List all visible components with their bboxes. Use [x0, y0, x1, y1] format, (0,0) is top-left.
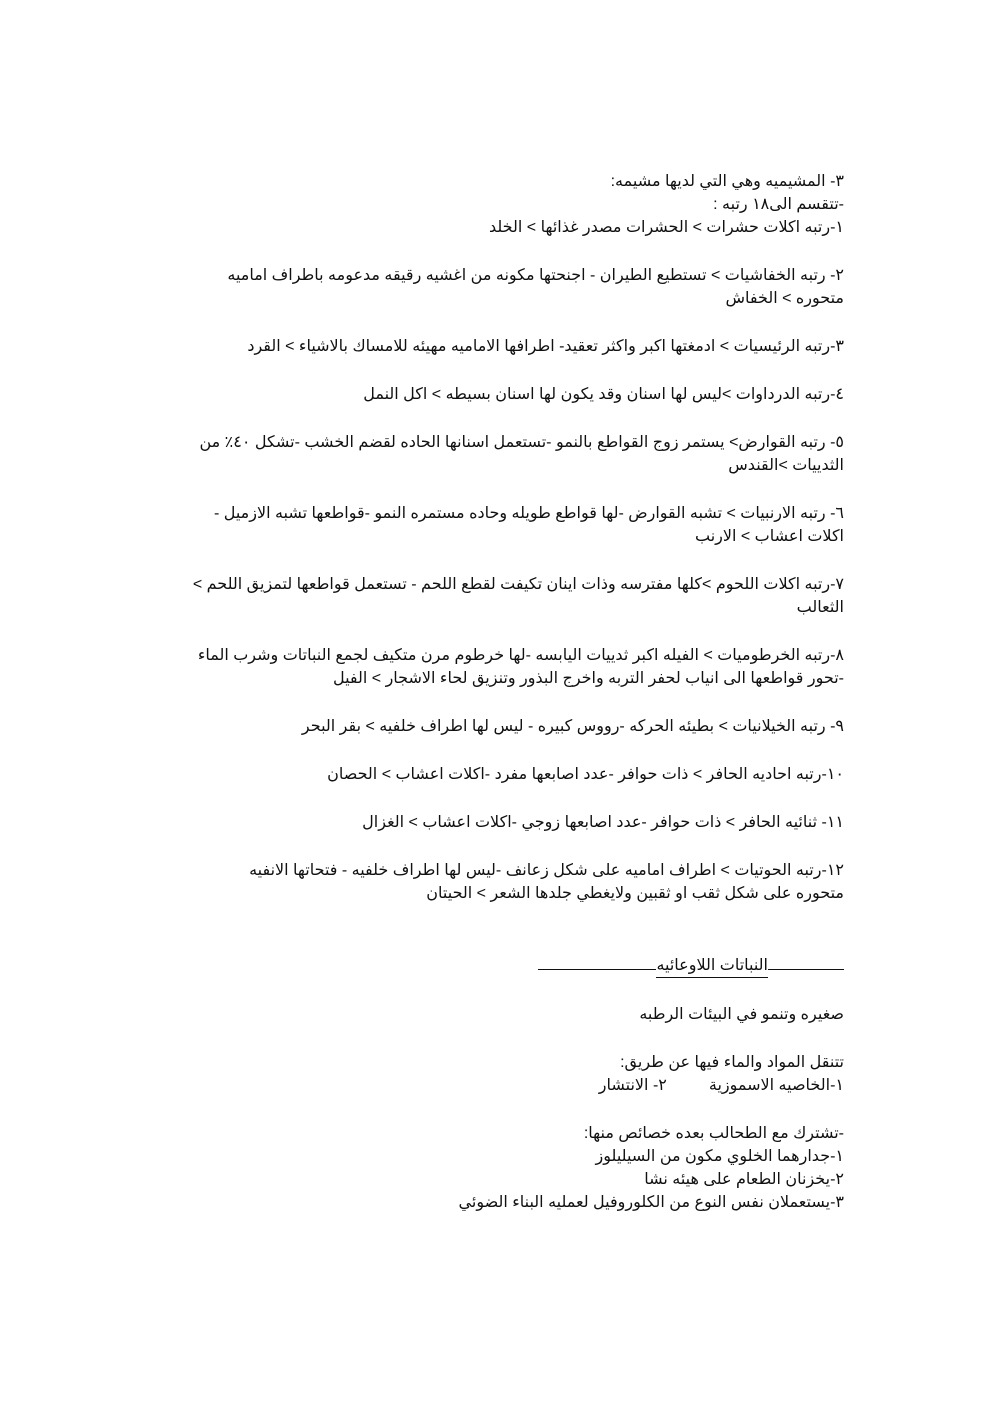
order-10-odd-toed	[150, 763, 844, 786]
placental-mammals-title: ٣- المشيميه وهي التي لديها مشيمه:	[610, 173, 844, 190]
order-2-line-1: ٢- رتبه الخفاشيات > تستطيع الطيران - اجنحتها مكونه من اغشيه رقيقه مدعومه باطراف اماميه	[227, 267, 844, 284]
order-12-line-2: متحوره على شكل ثقب او ثقبين ولايغطي جلدها الشعر > الحيتان	[426, 885, 844, 902]
order-6-line-2: اكلات اعشاب > الارنب	[694, 528, 844, 545]
transport-methods	[150, 1074, 844, 1097]
shared-feature-item: ٢-يخزنان الطعام على هيئه نشا	[644, 1171, 844, 1188]
order-7-carnivores	[150, 573, 844, 619]
order-12-cetaceans	[150, 859, 844, 905]
order-11-even-toed	[150, 811, 844, 834]
nonvascular-plants-heading-row	[150, 953, 844, 978]
order-7-line-2: الثعالب	[796, 599, 844, 616]
order-5-line-2: الثدييات >القندس	[728, 457, 844, 474]
plants-shared-features	[150, 1122, 844, 1214]
transport-osmosis: ١-الخاصيه الاسموزية	[708, 1077, 844, 1094]
shared-feature-item: ١-جدارهما الخلوي مكون من السيليلوز	[595, 1148, 844, 1165]
plants-intro	[150, 1003, 844, 1026]
plants-transport	[150, 1051, 844, 1097]
orders-count-line: -تتقسم الى١٨ رتبه :	[713, 196, 844, 213]
order-7-line-1: ٧-رتبه اكلات اللحوم >كلها مفترسه وذات اينان تكيفت لقطع اللحم - تستعمل قواطعها لتمزيق اللحم >	[192, 576, 844, 593]
order-2-line-2: متحوره > الخفاش	[725, 290, 844, 307]
order-12-line-1: ١٢-رتبه الحوتيات > اطراف اماميه على شكل زعانف -ليس لها اطراف خلفيه - فتحاتها الانفيه	[249, 862, 844, 879]
order-11-line-1: ١١- ثنائيه الحافر > ذات حوافر -عدد اصابعها زوجي -اكلات اعشاب > الغزال	[362, 814, 844, 831]
heading-underline-right	[768, 953, 844, 970]
order-6-lagomorphs	[150, 502, 844, 548]
order-5-rodents	[150, 431, 844, 477]
nonvascular-plants-heading: النباتات اللاوعائيه	[656, 954, 768, 978]
transport-title: تتنقل المواد والماء فيها عن طريق:	[620, 1054, 844, 1071]
order-8-line-1: ٨-رتبه الخرطوميات > الفيله اكبر ثدييات اليابسه -لها خرطوم مرن متكيف لجمع النباتات وشرب الماء	[197, 647, 844, 664]
order-3-line-1: ٣-رتبه الرئيسيات > ادمغتها اكبر واكثر تعقيد- اطرافها الاماميه مهيئه للامساك بالاشياء > القرد	[247, 338, 844, 355]
shared-features-title: -تشترك مع الطحالب بعده خصائص منها:	[583, 1125, 844, 1142]
order-2-bats	[150, 264, 844, 310]
order-8-proboscideans	[150, 644, 844, 690]
order-3-primates	[150, 335, 844, 358]
order-6-line-1: ٦- رتبه الارنبيات > تشبه القوارض -لها قواطع طويله وحاده مستمره النمو -قواطعها تشبه الازميل -	[213, 505, 844, 522]
order-8-line-2: -تحور قواطعها الى انياب لحفر التربه واخرج البذور وتنزيق لحاء الاشجار > الفيل	[332, 670, 844, 687]
order-1-insectivores: ١-رتبه اكلات حشرات > الحشرات مصدر غذائها > الخلد	[488, 219, 844, 236]
order-9-sirenians	[150, 715, 844, 738]
order-9-line-1: ٩- رتبه الخيلانيات > بطيئه الحركه -رووس كبيره - ليس لها اطراف خلفيه > بقر البحر	[301, 718, 844, 735]
shared-feature-item: ٣-يستعملان نفس النوع من الكلوروفيل لعمليه البناء الضوئي	[458, 1194, 844, 1211]
order-4-edentates	[150, 383, 844, 406]
document-page	[150, 170, 844, 1214]
order-10-line-1: ١٠-رتبه احاديه الحافر > ذات حوافر -عدد اصابعها مفرد -اكلات اعشاب > الحصان	[327, 766, 844, 783]
mammals-header	[150, 170, 844, 239]
transport-diffusion: ٢- الانتشار	[598, 1077, 667, 1094]
order-4-line-1: ٤-رتبه الدرداوات >ليس لها اسنان وقد يكون لها اسنان بسيطه > اكل النمل	[363, 386, 844, 403]
order-5-line-1: ٥- رتبه القوارض> يستمر زوج القواطع بالنمو -تستعمل اسنانها الحاده لقضم الخشب -تشكل ٤٠٪ من	[199, 434, 844, 451]
plants-intro-line: صغيره وتنمو في البيئات الرطبه	[639, 1006, 844, 1023]
heading-underline-left	[538, 953, 656, 970]
